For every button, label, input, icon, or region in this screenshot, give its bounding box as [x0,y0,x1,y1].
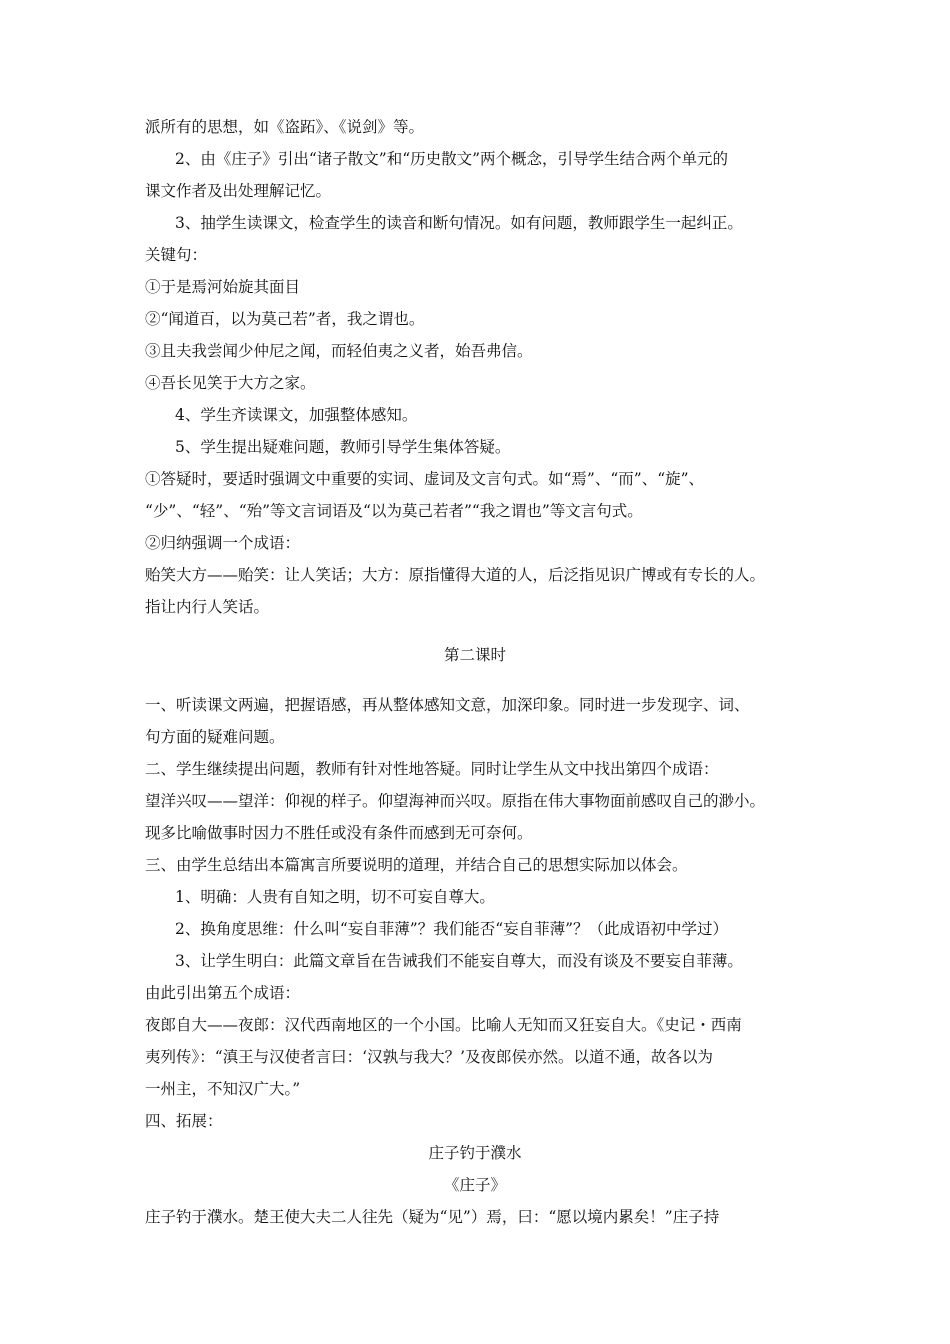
text-line: 庄子钓于濮水。楚王使大夫二人往先（疑为“见”）焉，曰：“愿以境内累矣！”庄子持 [145,1208,720,1226]
text-line: 1、明确：人贵有自知之明，切不可妄自尊大。 [175,888,495,906]
text-line: 现多比喻做事时因力不胜任或没有条件而感到无可奈何。 [145,824,533,842]
text-line: ①答疑时，要适时强调文中重要的实词、虚词及文言句式。如“焉”、“而”、“旋”、 [145,470,705,488]
text-line: 关键句： [145,246,208,264]
section-heading: 第二课时 [443,646,506,664]
text-line: 3、让学生明白：此篇文章旨在告诫我们不能妄自尊大，而没有谈及不要妄自菲薄。 [175,952,743,970]
text-line: 望洋兴叹——望洋：仰视的样子。仰望海神而兴叹。原指在伟大事物面前感叹自己的渺小。 [145,792,766,810]
text-line: ③且夫我尝闻少仲尼之闻，而轻伯夷之义者，始吾弗信。 [145,342,533,360]
text-line: 夜郎自大——夜郎：汉代西南地区的一个小国。比喻人无知而又狂妄自大。《史记・西南 [145,1016,742,1034]
text-line: 2、由《庄子》引出“诸子散文”和“历史散文”两个概念，引导学生结合两个单元的 [175,150,729,168]
text-line: 三、由学生总结出本篇寓言所要说明的道理，并结合自己的思想实际加以体会。 [145,856,688,874]
text-line: ①于是焉河始旋其面目 [145,278,301,296]
text-line: 一、听读课文两遍，把握语感，再从整体感知文意，加深印象。同时进一步发现字、词、 [145,696,750,714]
text-line: “少”、“轻”、“殆”等文言词语及“以为莫己若者”“我之谓也”等文言句式。 [145,502,643,520]
text-line: 夷列传》：“滇王与汉使者言曰：‘汉孰与我大？’及夜郎侯亦然。以道不通，故各以为 [145,1048,714,1066]
text-line: ②归纳强调一个成语： [145,534,301,552]
text-line: 派所有的思想，如《盗跖》、《说剑》等。 [145,118,425,136]
excerpt-source: 《庄子》 [443,1176,506,1194]
text-line: 课文作者及出处理解记忆。 [145,182,332,200]
text-line: 贻笑大方——贻笑：让人笑话；大方：原指懂得大道的人，后泛指见识广博或有专长的人。 [145,566,766,584]
text-line: 由此引出第五个成语： [145,984,301,1002]
text-line: 一州主，不知汉广大。” [145,1080,301,1098]
text-line: 4、学生齐读课文，加强整体感知。 [175,406,418,424]
text-line: 二、学生继续提出问题，教师有针对性地答疑。同时让学生从文中找出第四个成语： [145,760,719,778]
text-line: ②“闻道百，以为莫己若”者，我之谓也。 [145,310,425,328]
text-line: ④吾长见笑于大方之家。 [145,374,316,392]
excerpt-title: 庄子钓于濮水 [428,1144,522,1162]
text-line: 2、换角度思维：什么叫“妄自菲薄”？我们能否“妄自菲薄”？（此成语初中学过） [175,920,729,938]
text-line: 句方面的疑难问题。 [145,728,285,746]
text-line: 四、拓展： [145,1112,223,1130]
text-line: 5、学生提出疑难问题，教师引导学生集体答疑。 [175,438,511,456]
text-line: 3、抽学生读课文，检查学生的读音和断句情况。如有问题，教师跟学生一起纠正。 [175,214,743,232]
text-line: 指让内行人笑话。 [145,598,270,616]
